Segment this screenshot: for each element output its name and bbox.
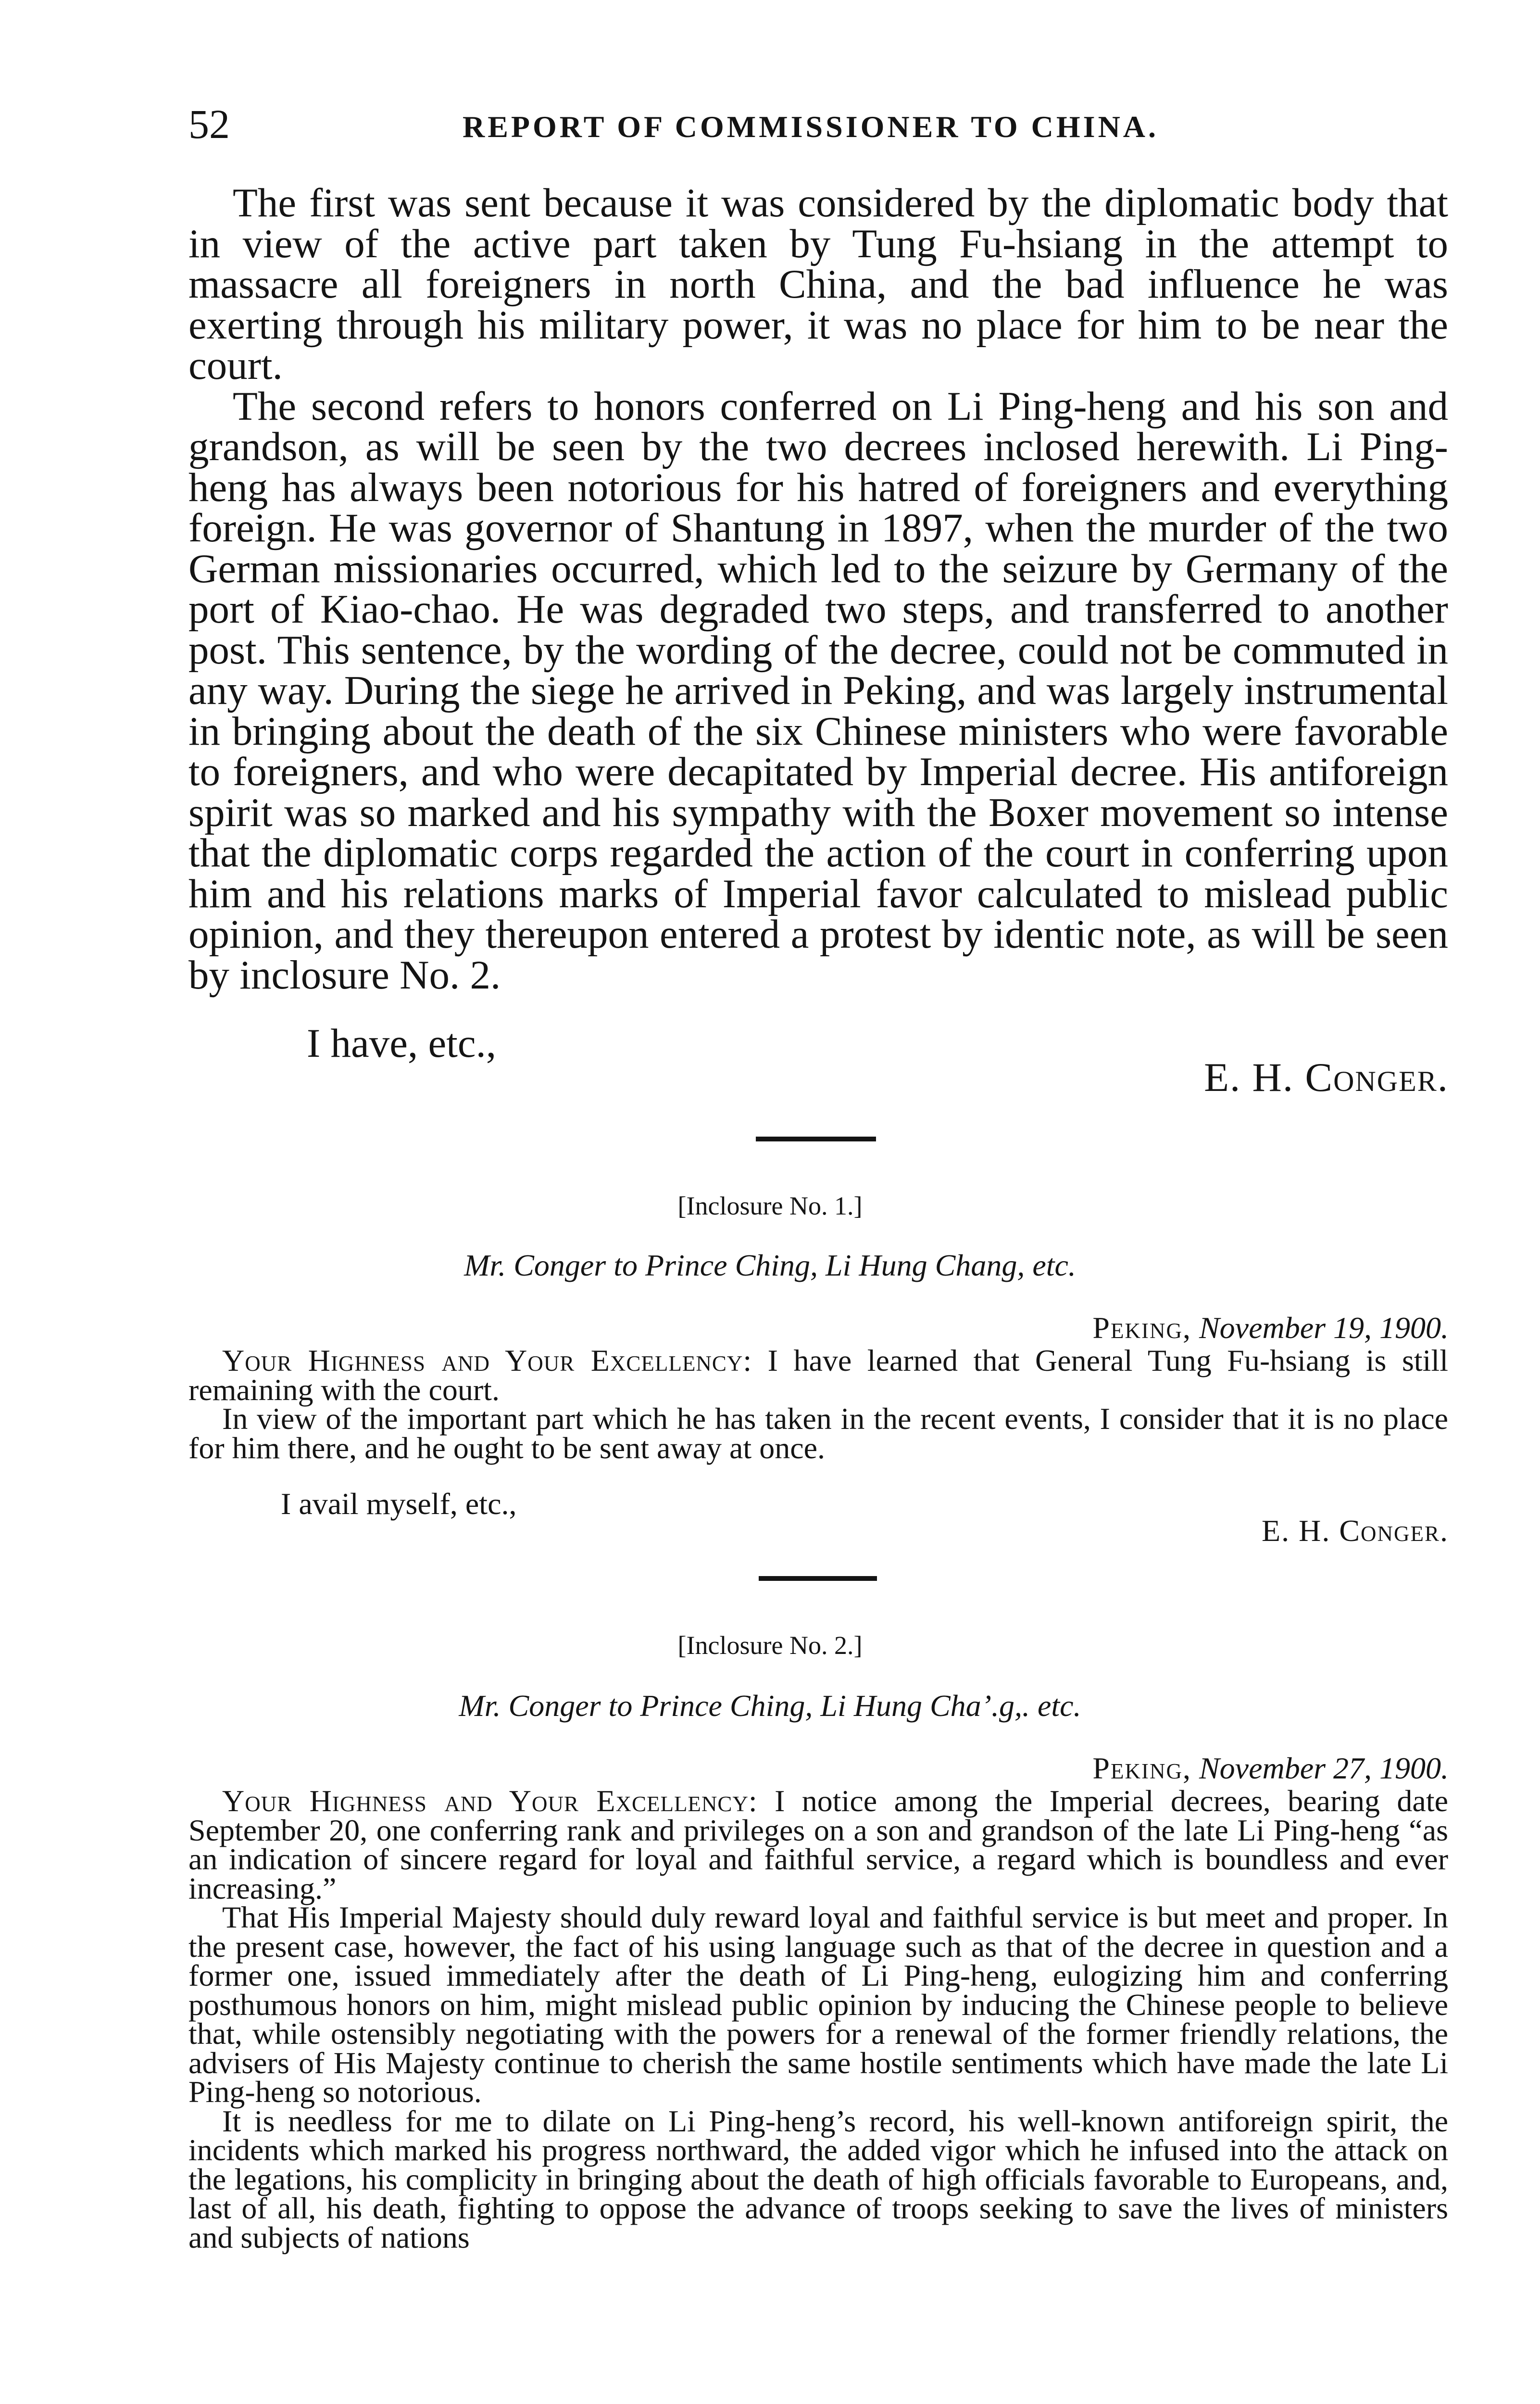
inclosure-2-paragraph-text: I notice among the Imperial decrees, bearing date September 20, one conferring rank and privileges on a son and grandson of the late Li Ping-heng “as an indication of sincere regard for loyal and faithful service, a regard which is boundless and ever increasing.” [188,1784,1449,1905]
inclosure-2-dateline [1092,1751,1449,1786]
inclosure-2-body [188,1784,1449,2254]
inclosure-1-paragraph-text: I have learned that General Tung Fu-hsiang is still remaining with the court. [188,1343,1448,1407]
section-divider [756,1137,876,1141]
inclosure-2-place: Peking, [1092,1751,1191,1785]
page-header [188,100,1448,148]
main-paragraph: The second refers to honors conferred on Li Ping-heng and his son and grandson, as will be seen by the two decrees inclosed herewith. Li Ping-heng has always been notorious for his hatred of foreigners and everything foreign. He was governor of Shantung in 1897, when the murder of the two German missionaries occurred, which led to the seizure by Germany of the port of Kiao-chao. He was degraded two steps, and transferred to another post. This sentence, by the wording of the decree, could not be commuted in any way. During the siege he arrived in Peking, and was largely instrumental in bringing about the death of the six Chinese ministers who were favorable to foreigners, and who were decapitated by Imperial decree. His antiforeign spirit was so marked and his sympathy with the Boxer movement so intense that the diplomatic corps regarded the action of the court in conferring upon him and his relations marks of Imperial favor calculated to mislead public opinion, and they thereupon entered a protest by identic note, as will be seen by inclosure No. 2. [188,383,1448,998]
inclosure-1-body [188,1343,1448,1465]
inclosure-1-closing: I avail myself, etc., [281,1487,517,1521]
inclosure-2-label: [Inclosure No. 2.] [677,1631,863,1660]
inclosure-1-signature: E. H. Conger. [1262,1514,1449,1548]
main-letter-body [188,180,1448,998]
inclosure-1-date: November 19, 1900. [1199,1311,1449,1345]
inclosure-2-paragraph: It is needless for me to dilate on Li Ping-heng’s record, his well-known antiforeign spirit, the incidents which marked his progress northward, the added vigor which he infused into the attack on the legations, his complicity in bringing about the death of high officials favorable to Europeans, and, last of all, his death, fighting to oppose the advance of troops seeking to save the lives of ministers and subjects of nations [188,2104,1448,2254]
main-signature: E. H. Conger. [1204,1055,1449,1100]
running-head: REPORT OF COMMISSIONER TO CHINA. [463,110,1159,144]
main-paragraph: The first was sent because it was considered by the diplomatic body that in view of the active part taken by Tung Fu-hsiang in the attempt to massacre all foreigners in north China, and the bad influence he was exerting through his military power, it was no place for him to be near the court. [188,180,1448,388]
inclosure-1-dateline [1092,1311,1449,1345]
inclosure-1-salutation: Your Highness and Your Excellency: [222,1343,752,1377]
inclosure-1-paragraph [188,1343,1448,1407]
inclosure-2-date: November 27, 1900. [1199,1751,1449,1785]
inclosure-1-paragraph: In view of the important part which he has taken in the recent events, I consider that it is no place for him there, and he ought to be sent away at once. [188,1402,1448,1465]
main-closing: I have, etc., [307,1021,497,1066]
page-number: 52 [188,101,230,147]
inclosure-2-paragraph [188,1784,1449,1905]
section-divider [759,1576,877,1581]
inclosure-2-salutation: Your Highness and Your Excellency: [222,1784,758,1818]
inclosure-1-title: Mr. Conger to Prince Ching, Li Hung Chang, etc. [464,1248,1076,1282]
inclosure-1-label: [Inclosure No. 1.] [677,1191,863,1220]
inclosure-1-place: Peking, [1092,1311,1191,1345]
inclosure-2-title: Mr. Conger to Prince Ching, Li Hung Cha’.g,. etc. [459,1689,1081,1723]
inclosure-2-paragraph: That His Imperial Majesty should duly reward loyal and faithful service is but meet and proper. In the present case, however, the fact of his using language such as that of the decree in question and a former one, issued immediately after the death of Li Ping-heng, eulogizing him and conferring posthumous honors on him, might mislead public opinion by inducing the Chinese people to believe that, while ostensibly negotiating with the powers for a renewal of the former friendly relations, the advisers of His Majesty continue to cherish the same hostile sentiments which have made the late Li Ping-heng so notorious. [188,1900,1448,2109]
